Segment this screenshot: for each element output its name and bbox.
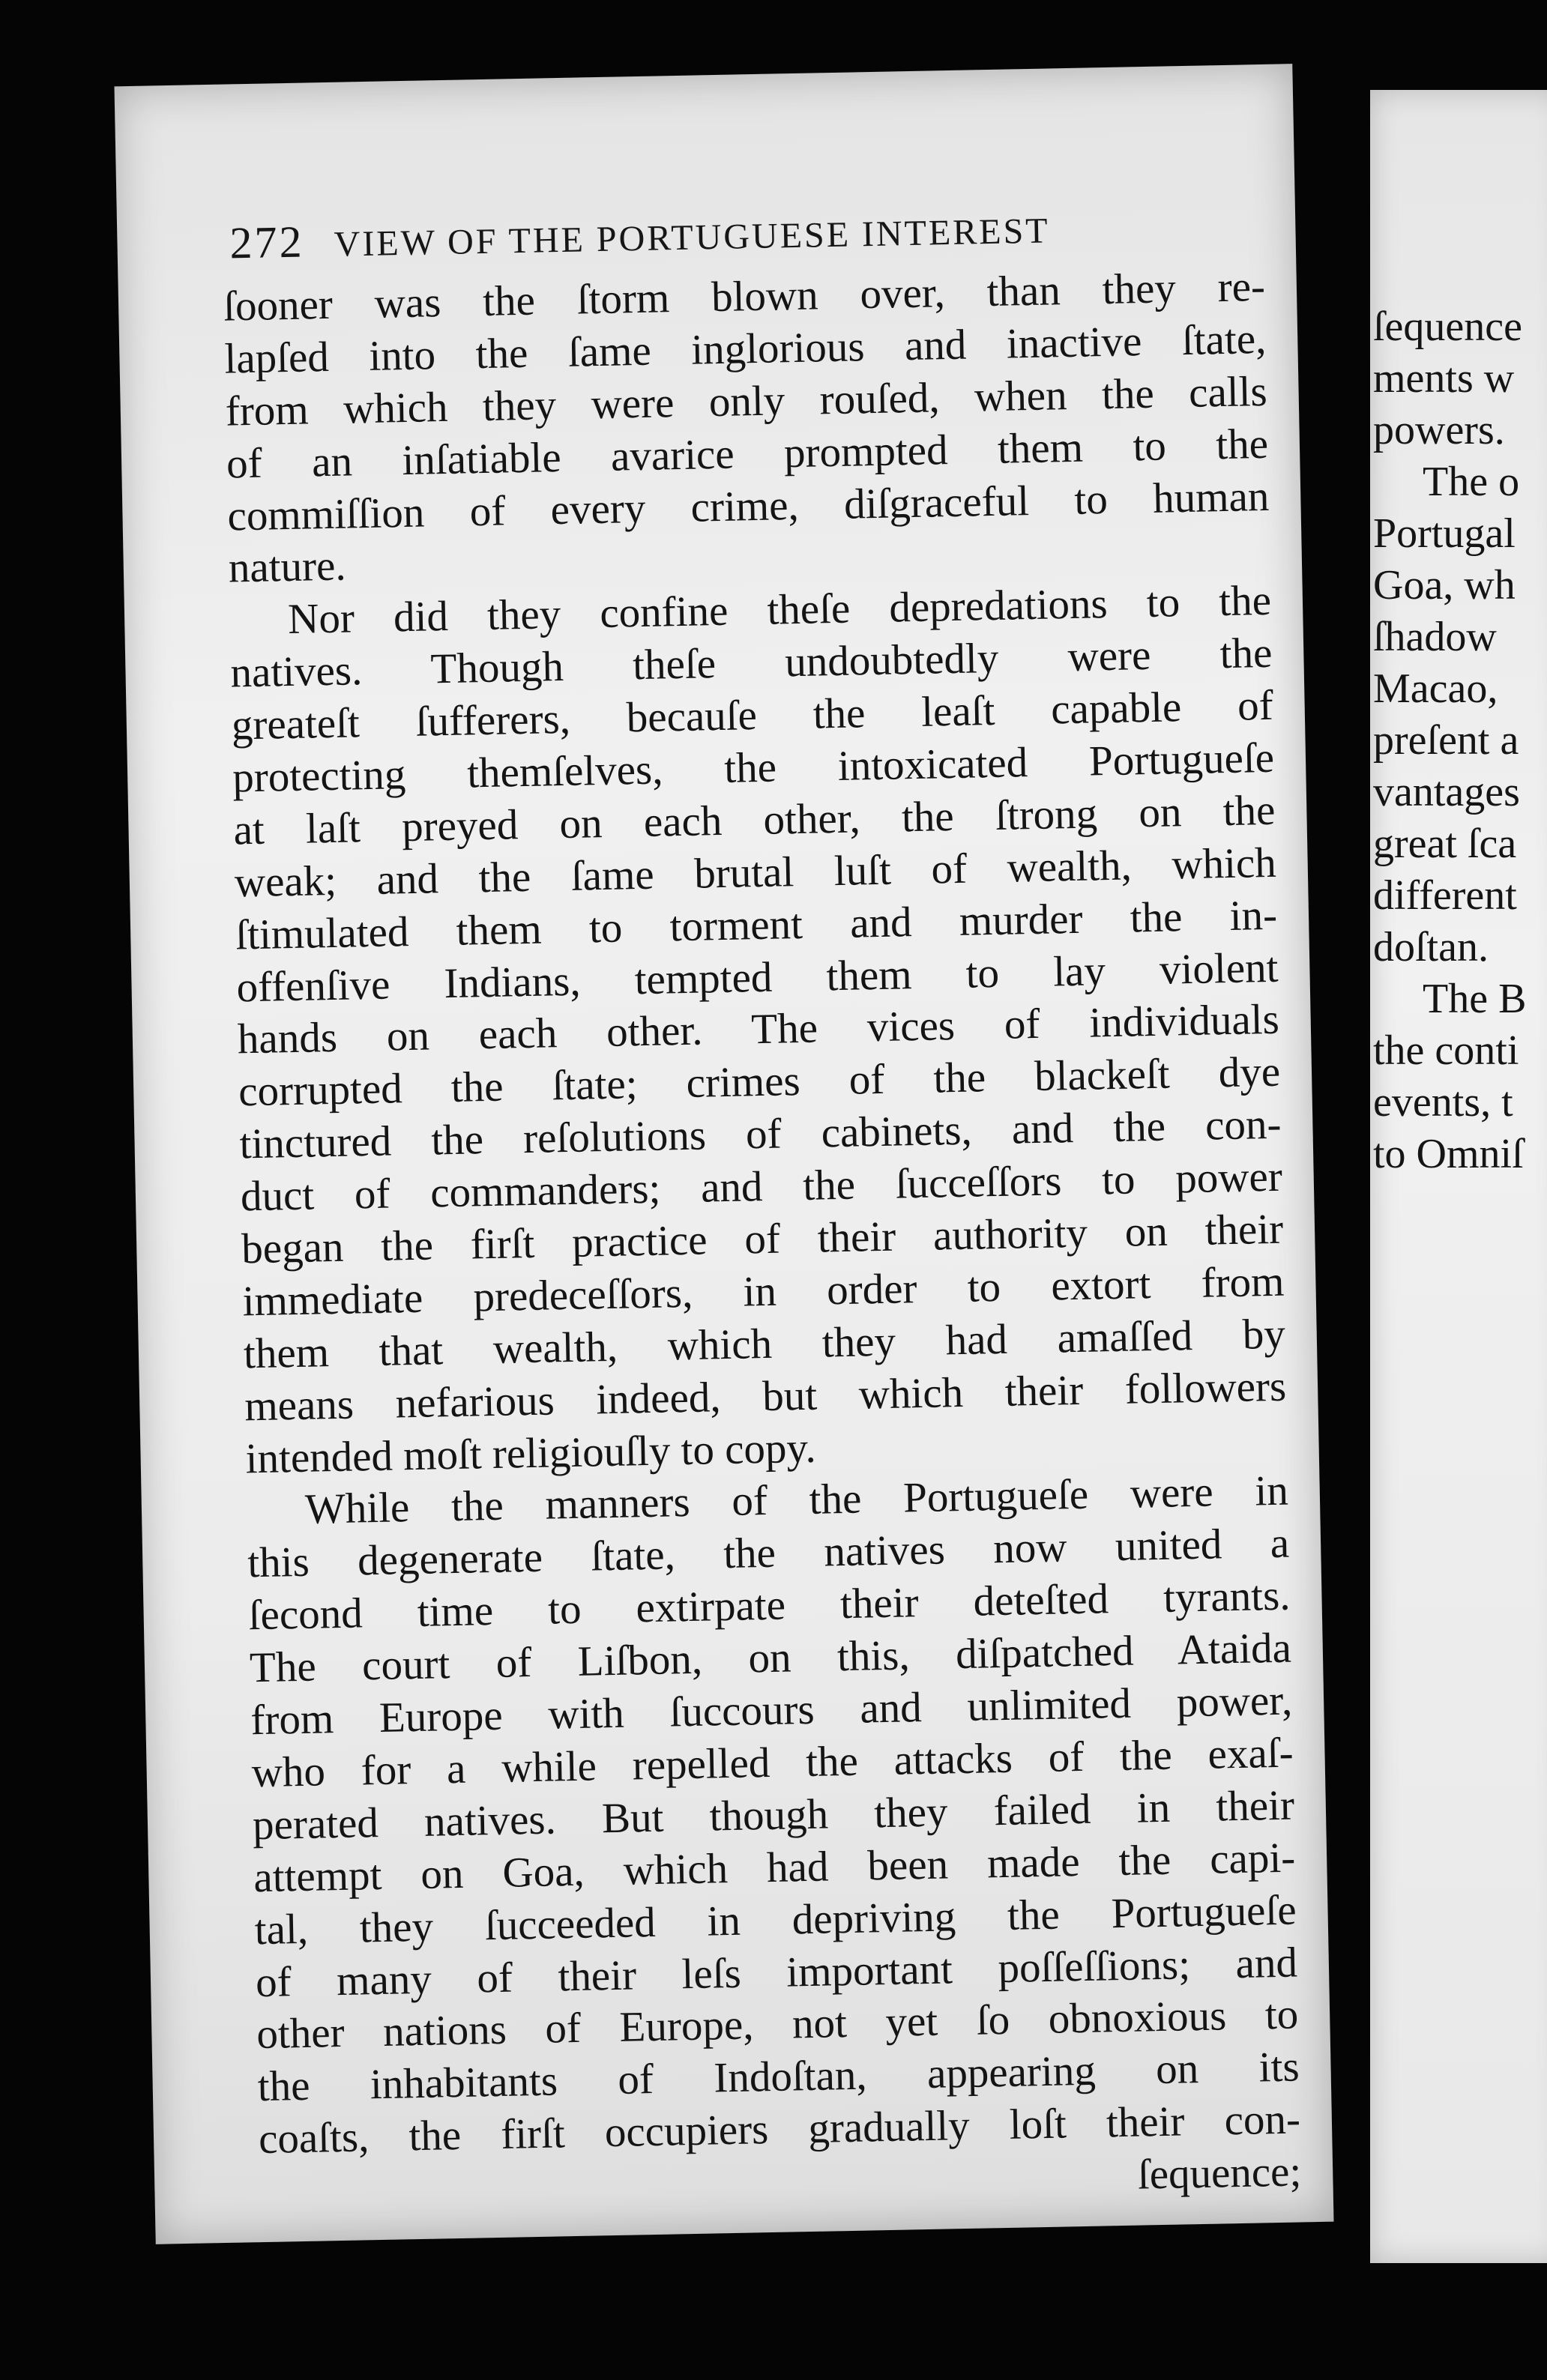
text-line: preſent a [1373, 717, 1519, 764]
text-line: weak; and the ſame brutal luſt of wealth, which [234, 839, 1277, 907]
text-line: The o [1423, 459, 1520, 505]
text-line: Nor did they confine theſe depredations to the [287, 577, 1272, 644]
text-line: The B [1423, 976, 1527, 1022]
text-line: great ſca [1373, 821, 1517, 867]
text-line: corrupted the ſtate; crimes of the blackeſt dye [238, 1048, 1281, 1116]
text-line: duct of commanders; and the ſucceſſors to power [240, 1153, 1283, 1221]
running-header [229, 198, 1279, 271]
text-line: from which they were only rouſed, when the calls [225, 367, 1268, 435]
text-line: While the manners of the Portugueſe were in [304, 1467, 1289, 1534]
text-line: powers. [1373, 407, 1505, 453]
text-line: tinctured the reſolutions of cabinets, and the con- [239, 1100, 1282, 1168]
text-line: vantages [1373, 769, 1520, 815]
text-line: them that wealth, which they had amaſſed by [243, 1310, 1286, 1378]
text-line: protecting themſelves, the intoxicated Portugueſe [232, 734, 1275, 802]
text-line: hands on each other. The vices of individuals [237, 996, 1280, 1063]
text-line: of many of their leſs important poſſeſſions; and [255, 1939, 1298, 2006]
text-line: to Omniſ [1373, 1131, 1524, 1177]
text-line: ſooner was the ſtorm blown over, than they re- [223, 262, 1266, 330]
text-line: perated natives. But though they failed in their [252, 1781, 1295, 1849]
text-line: lapſed into the ſame inglorious and inactive ſtate, [223, 315, 1267, 383]
text-line: offenſive Indians, tempted them to lay violent [236, 943, 1279, 1012]
body-text [223, 261, 1302, 2218]
text-line: other nations of Europe, not yet ſo obnoxious to [256, 1990, 1299, 2059]
text-line: means nefarious indeed, but which their followers [244, 1362, 1287, 1431]
text-line: this degenerate ſtate, the natives now united a [247, 1519, 1290, 1587]
text-line: attempt on Goa, which had been made the capi- [253, 1834, 1296, 1901]
text-line: tal, they ſucceeded in depriving the Portugueſe [254, 1886, 1297, 1954]
text-line: ments w [1373, 355, 1515, 402]
text-line: who for a while repelled the attacks of the exaſ- [251, 1729, 1294, 1797]
text-line: immediate predeceſſors, in order to extort from [242, 1257, 1285, 1326]
text-line: doſtan. [1373, 924, 1489, 970]
text-line: ſequence [1373, 303, 1522, 350]
running-head-title: VIEW OF THE PORTUGUESE INTEREST [334, 211, 1051, 265]
text-line: natives. Though theſe undoubtedly were the [229, 629, 1273, 697]
text-line: at laſt preyed on each other, the ſtrong on the [232, 786, 1276, 854]
text-line: the inhabitants of Indoſtan, appearing on its [257, 2043, 1300, 2111]
text-line: Macao, [1373, 665, 1498, 712]
text-line: ſequence; [1137, 2148, 1302, 2199]
text-line: ſtimulated them to torment and murder the in- [235, 891, 1278, 959]
text-line: commiſſion of every crime, diſgraceful to human [226, 472, 1270, 540]
text-line: Goa, wh [1373, 562, 1516, 608]
text-line: intended moſt religiouſly to copy. [245, 1424, 817, 1482]
text-line: the conti [1373, 1027, 1519, 1074]
page-number: 272 [229, 217, 305, 268]
right-page-text [1370, 301, 1547, 1180]
right-page [1370, 90, 1547, 2263]
text-line: ſecond time to extirpate their deteſted tyrants. [248, 1571, 1291, 1640]
text-line: events, t [1373, 1079, 1513, 1126]
text-line: of an inſatiable avarice prompted them to the [226, 420, 1269, 488]
text-line: Portugal [1373, 510, 1516, 557]
text-line: The court of Liſbon, on this, diſpatched Ataida [249, 1624, 1292, 1692]
text-line: nature. [228, 542, 347, 592]
text-line: greateſt ſufferers, becauſe the leaſt capable of [231, 681, 1274, 749]
text-line: ſhadow [1373, 614, 1497, 660]
left-page [115, 64, 1334, 2244]
text-line: different [1373, 872, 1517, 919]
text-line: began the firſt practice of their authority on their [241, 1205, 1284, 1273]
text-line: from Europe with ſuccours and unlimited power, [250, 1676, 1293, 1745]
text-line: coaſts, the firſt occupiers gradually loſt their con- [258, 2095, 1301, 2163]
